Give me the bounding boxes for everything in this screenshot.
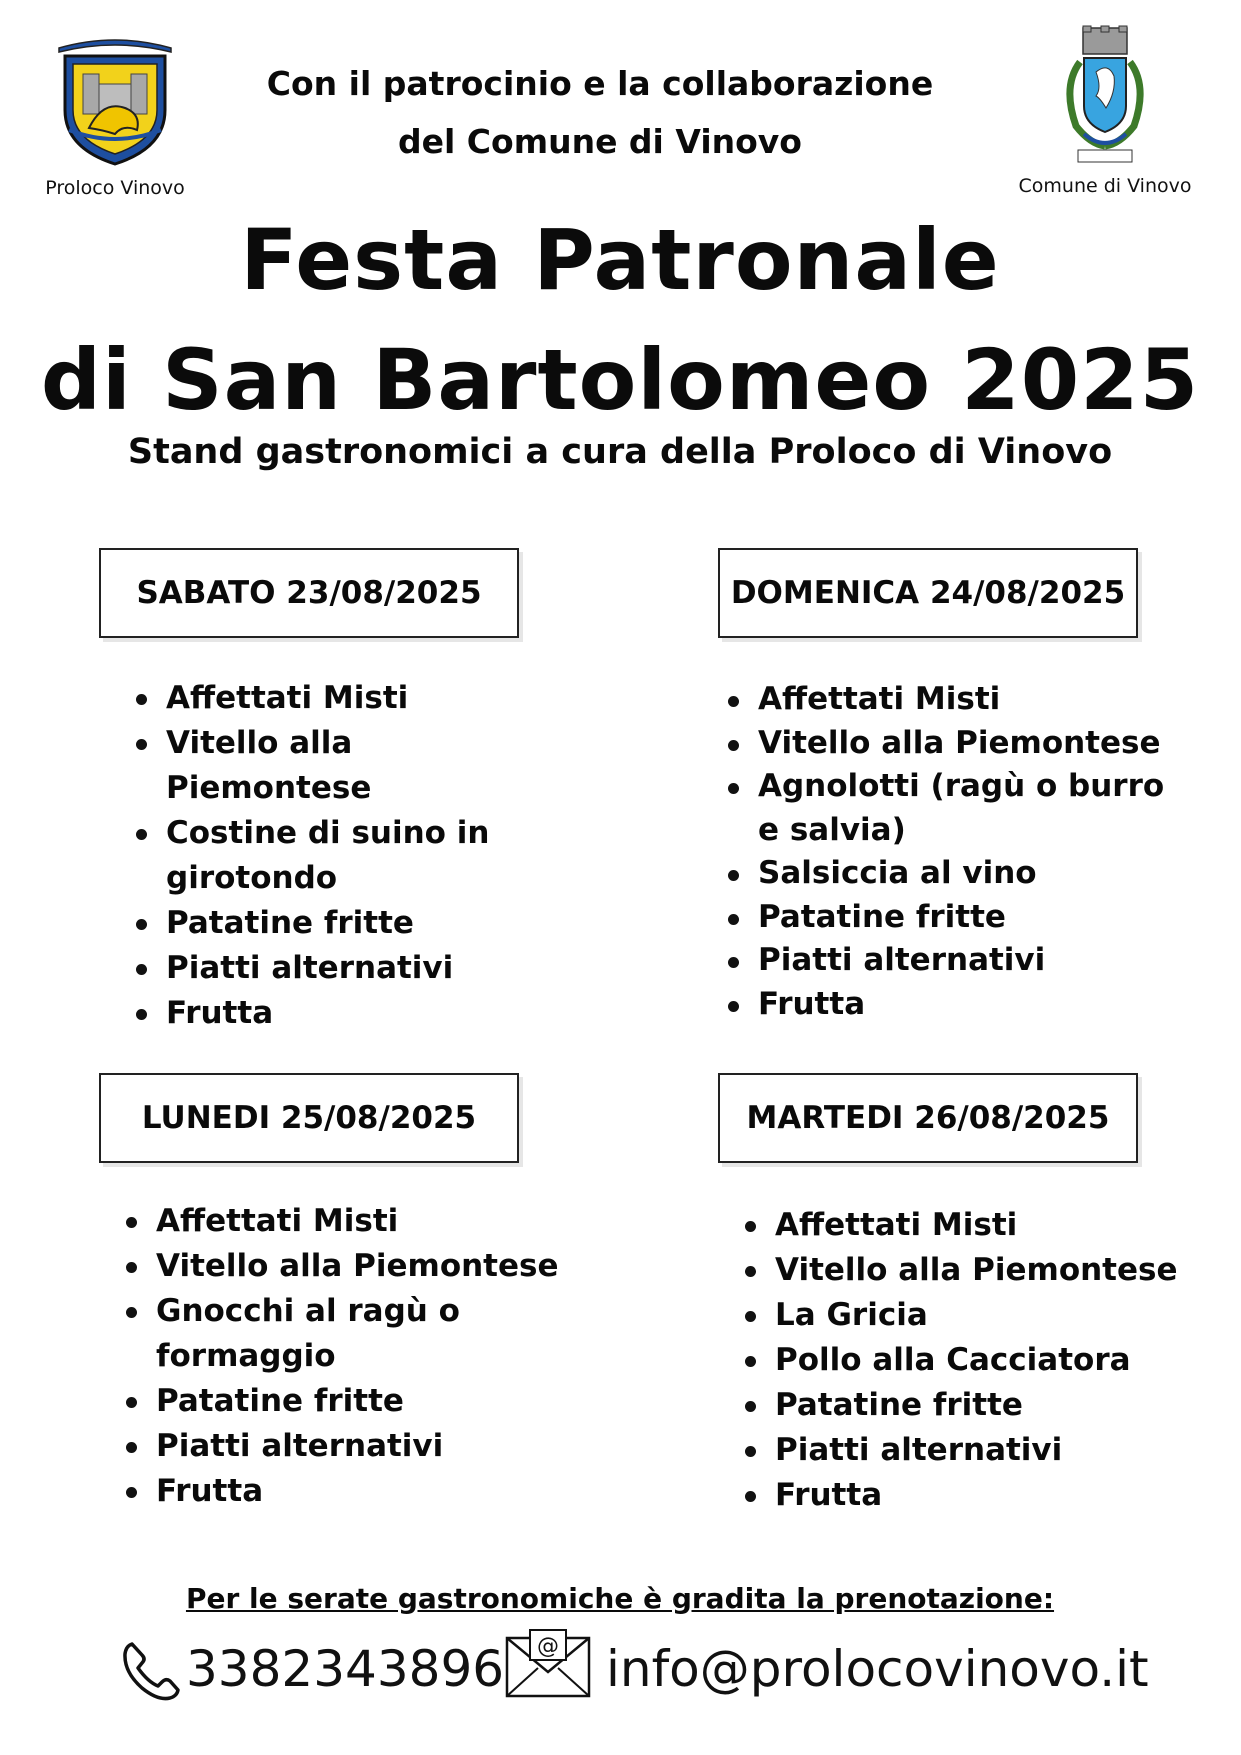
day-label: MARTEDI 26/08/2025 [746, 1100, 1110, 1136]
list-item: Costine di suino in girotondo [166, 811, 566, 901]
day-label: SABATO 23/08/2025 [136, 575, 482, 611]
list-item: Frutta [156, 1469, 566, 1514]
phone-icon [120, 1638, 182, 1704]
list-item: Piatti alternativi [758, 939, 1188, 983]
day-label: DOMENICA 24/08/2025 [730, 575, 1126, 611]
sponsor-line-2: del Comune di Vinovo [398, 122, 802, 161]
proloco-shield-icon [45, 30, 185, 170]
svg-text:@: @ [537, 1634, 559, 1659]
menu-list-tuesday [737, 1203, 1195, 1518]
list-item: Patatine fritte [775, 1383, 1195, 1428]
list-item: Frutta [775, 1473, 1195, 1518]
list-item: Piatti alternativi [166, 946, 566, 991]
list-item: La Gricia [775, 1293, 1195, 1338]
day-header-saturday [99, 548, 519, 638]
comune-caption: Comune di Vinovo [1018, 175, 1192, 197]
day-header-sunday [718, 548, 1138, 638]
list-item: Frutta [758, 983, 1188, 1027]
email-address[interactable]: info@prolocovinovo.it [606, 1640, 1149, 1698]
list-item: Vitello alla Piemontese [775, 1248, 1195, 1293]
sponsor-line-1: Con il patrocinio e la collaborazione [266, 64, 934, 103]
menu-list-saturday [128, 676, 566, 1036]
menu-list-monday [118, 1199, 566, 1514]
title-line-2: di San Bartolomeo 2025 [40, 331, 1200, 429]
subtitle: Stand gastronomici a cura della Proloco di Vinovo [127, 432, 1113, 472]
envelope-icon [504, 1628, 592, 1700]
list-item: Vitello alla Piemontese [166, 721, 566, 811]
day-label: LUNEDI 25/08/2025 [141, 1100, 477, 1136]
list-item: Affettati Misti [775, 1203, 1195, 1248]
proloco-caption: Proloco Vinovo [45, 177, 185, 199]
comune-logo [1005, 22, 1205, 197]
list-item: Affettati Misti [758, 678, 1188, 722]
list-item: Patatine fritte [156, 1379, 566, 1424]
comune-crest-icon [1050, 22, 1160, 172]
sponsor-text [210, 55, 990, 171]
title-line-1: Festa Patronale [240, 211, 1000, 309]
booking-note: Per le serate gastronomiche è gradita la prenotazione: [185, 1582, 1055, 1615]
list-item: Gnocchi al ragù o formaggio [156, 1289, 566, 1379]
day-header-tuesday [718, 1073, 1138, 1163]
list-item: Patatine fritte [166, 901, 566, 946]
phone-number[interactable]: 3382343896 [186, 1640, 505, 1698]
proloco-logo [15, 30, 215, 199]
list-item: Salsiccia al vino [758, 852, 1188, 896]
list-item: Pollo alla Cacciatora [775, 1338, 1195, 1383]
list-item: Vitello alla Piemontese [758, 722, 1188, 766]
menu-list-sunday [720, 678, 1188, 1026]
list-item: Frutta [166, 991, 566, 1036]
list-item: Affettati Misti [166, 676, 566, 721]
day-header-monday [99, 1073, 519, 1163]
page-title [20, 200, 1220, 440]
list-item: Affettati Misti [156, 1199, 566, 1244]
list-item: Vitello alla Piemontese [156, 1244, 566, 1289]
list-item: Patatine fritte [758, 896, 1188, 940]
list-item: Piatti alternativi [156, 1424, 566, 1469]
list-item: Piatti alternativi [775, 1428, 1195, 1473]
list-item: Agnolotti (ragù o burro e salvia) [758, 765, 1188, 852]
